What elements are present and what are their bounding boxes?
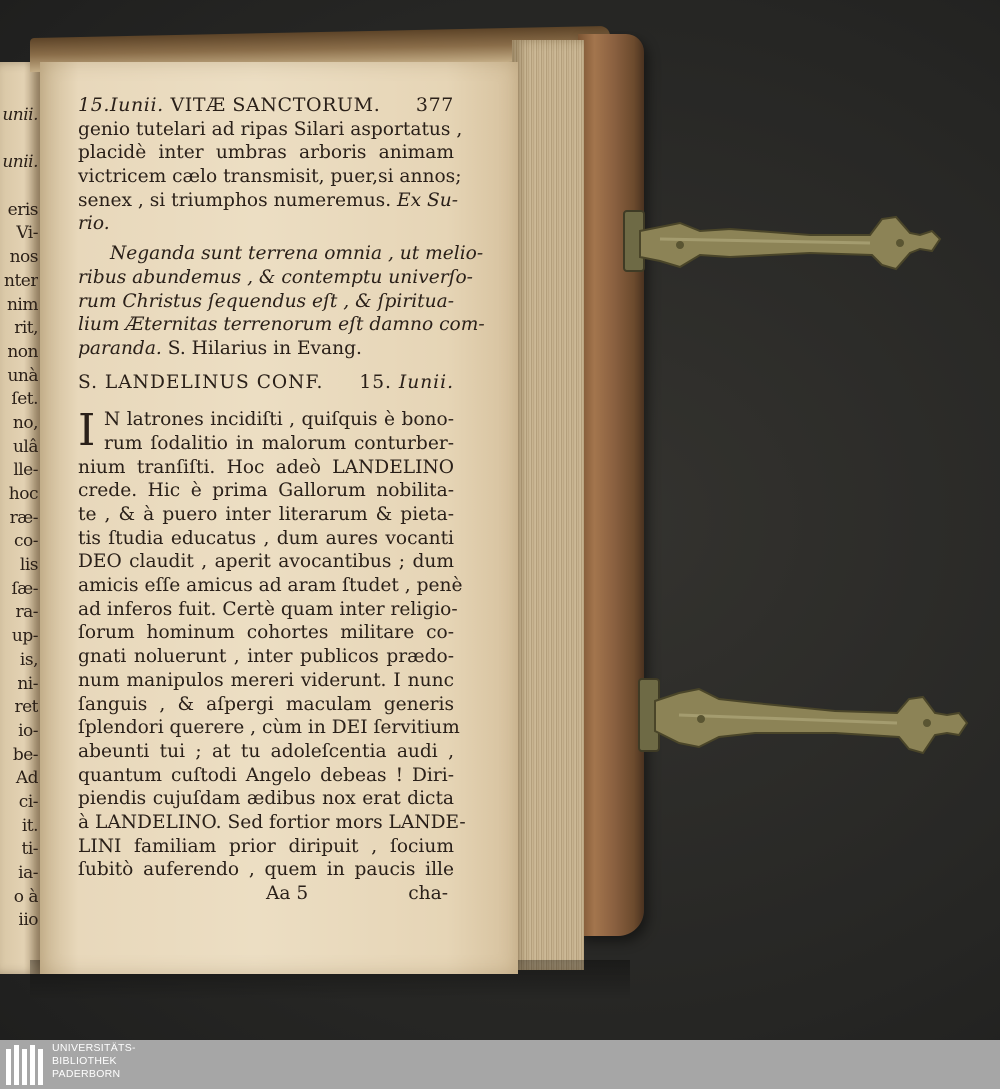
left-page-fragment: ia- — [18, 863, 38, 883]
left-page-fragment: ci- — [18, 791, 38, 812]
intro-line: genio tutelari ad ripas Silari asportatus , — [78, 118, 463, 140]
running-head-title: VITÆ SANCTORUM. — [170, 94, 381, 116]
body-line: tis ſtudia educatus , dum aures vocanti — [78, 527, 454, 549]
body-line: piendis cujuſdam ædibus nox erat dicta — [78, 788, 454, 810]
left-page-fragment — [0, 175, 38, 199]
library-name-line: BIBLIOTHEK — [52, 1055, 117, 1067]
section-date-month: Iunii. — [398, 371, 454, 393]
lower-brass-clasp — [635, 675, 975, 765]
left-page-fragment: ſæ- — [11, 578, 38, 599]
quote-attribution: S. Hilarius in Evang. — [167, 337, 362, 359]
left-page-fragment: no, — [12, 412, 38, 433]
body-line: num manipulos mereri viderunt. I nunc — [78, 669, 454, 691]
left-page-fragment: unii. — [2, 105, 38, 125]
body-line: ſorum hominum cohortes militare co- — [78, 622, 454, 644]
library-name — [52, 1042, 136, 1081]
library-logo-icon — [6, 1045, 46, 1085]
left-page-fragment: nos — [9, 247, 38, 268]
body-line: DEO claudit , aperit avocantibus ; dum — [78, 551, 454, 573]
body-line: N latrones incidiſti , quiſquis è bono- — [104, 409, 454, 431]
book-cover-edge — [578, 34, 644, 936]
quote-line: rum Christus ſequendus eſt , & ſpiritua- — [78, 290, 454, 312]
body-line: quantum cuſtodi Angelo debeas ! Diri- — [78, 764, 454, 786]
body-line: ſplendori querere , cùm in DEI ſervitium — [78, 717, 460, 739]
page-number: 377 — [415, 94, 454, 116]
intro-line-with-source — [78, 189, 459, 213]
body-line: à LANDELINO. Sed fortior mors LANDE- — [78, 811, 466, 833]
library-name-line: UNIVERSITÄTS- — [52, 1042, 136, 1054]
body-line: te , & à puero inter literarum & pieta- — [78, 504, 454, 526]
quote-attribution-line — [78, 337, 454, 361]
body-line: ſanguis , & aſpergi maculam generis — [78, 693, 454, 715]
intro-line: senex , si triumphos numeremus. — [78, 189, 392, 211]
left-page-fragment: unii. — [2, 152, 38, 173]
left-page-fragment: rit, — [14, 318, 38, 339]
body-line: nium tranſiſti. Hoc adeò LANDELINO — [78, 456, 454, 478]
drop-cap: I — [78, 405, 96, 457]
source-reference-end — [78, 212, 454, 236]
body-line: ad inferos fuit. Certè quam inter religio- — [78, 598, 458, 620]
source-reference-tail: rio. — [78, 213, 110, 235]
body-line: gnati noluerunt , inter publicos prædo- — [78, 646, 454, 668]
page-block-edges — [512, 40, 584, 970]
section-heading — [78, 371, 454, 395]
left-page-fragment: io- — [18, 720, 38, 741]
intro-line: placidè inter umbras arboris animam — [78, 142, 454, 164]
quote-line: ribus abundemus , & contemptu univerſo- — [78, 266, 473, 288]
left-page-fragment: nter — [4, 270, 38, 291]
intro-line: victricem cælo transmisit, puer,si annos; — [78, 166, 462, 188]
page-footer — [78, 882, 454, 906]
running-head-date: 15.Iunii. — [78, 94, 164, 116]
left-page-fragment: ulâ — [12, 436, 38, 457]
left-page-fragment: up- — [11, 626, 38, 647]
left-page-fragment: is, — [19, 649, 38, 670]
left-page-fragment: unà — [7, 365, 38, 386]
left-page-fragment: ret — [14, 697, 38, 718]
left-page-fragment: ni- — [17, 673, 38, 694]
left-page-fragment: hoc — [8, 484, 38, 504]
catchword: cha- — [408, 883, 448, 905]
quote-line: lium Æternitas terrenorum eſt damno com- — [78, 314, 485, 336]
upper-brass-clasp — [620, 205, 955, 290]
left-page-fragment: o à — [13, 886, 38, 907]
library-footer-bar — [0, 1040, 1000, 1089]
left-page-fragment: Ad — [15, 768, 38, 789]
left-page-fragment: Vi- — [16, 223, 38, 244]
body-line: ſubitò auferendo , quem in paucis ille — [78, 859, 454, 881]
quote-line: Neganda sunt terrena omnia , ut melio- — [110, 243, 484, 265]
left-page-fragment: non — [7, 341, 38, 362]
body-line: LINI familiam prior diripuit , ſocium — [78, 835, 454, 857]
running-head — [78, 94, 454, 118]
left-page-fragment: eris — [7, 199, 38, 220]
left-page-fragment: ræ- — [9, 507, 38, 528]
section-title: S. LANDELINUS CONF. — [78, 371, 324, 393]
left-page-fragment: be- — [12, 744, 38, 765]
left-page-fragment: iio — [18, 910, 38, 931]
left-page-text-fragments — [0, 104, 38, 933]
left-page-fragment: ti- — [21, 839, 38, 860]
body-line: rum ſodalitio in malorum conturber- — [104, 432, 454, 454]
body-line: abeunti tui ; at tu adoleſcentia audi , — [78, 740, 454, 762]
left-page-fragment: ra- — [15, 602, 38, 623]
left-page-fragment: lis — [19, 555, 38, 576]
left-page-fragment: it. — [21, 815, 38, 836]
signature-mark: Aa 5 — [266, 883, 309, 905]
left-page-fragment: nim — [6, 294, 38, 315]
left-page-fragment — [0, 128, 38, 152]
page-text-block — [78, 94, 485, 906]
left-page-fragment: ſet. — [11, 389, 38, 410]
body-paragraph — [78, 405, 466, 882]
body-line: amicis eſſe amicus ad aram ſtudet , penè — [78, 575, 463, 597]
left-page-fragment: lle- — [13, 460, 38, 481]
quote-tail: paranda. — [78, 337, 162, 359]
body-line: crede. Hic è prima Gallorum nobilita- — [78, 480, 454, 502]
source-reference: Ex Su- — [397, 189, 459, 211]
left-page-fragment: co- — [14, 531, 38, 552]
section-date-number: 15. — [359, 371, 392, 393]
library-name-line: PADERBORN — [52, 1068, 121, 1080]
